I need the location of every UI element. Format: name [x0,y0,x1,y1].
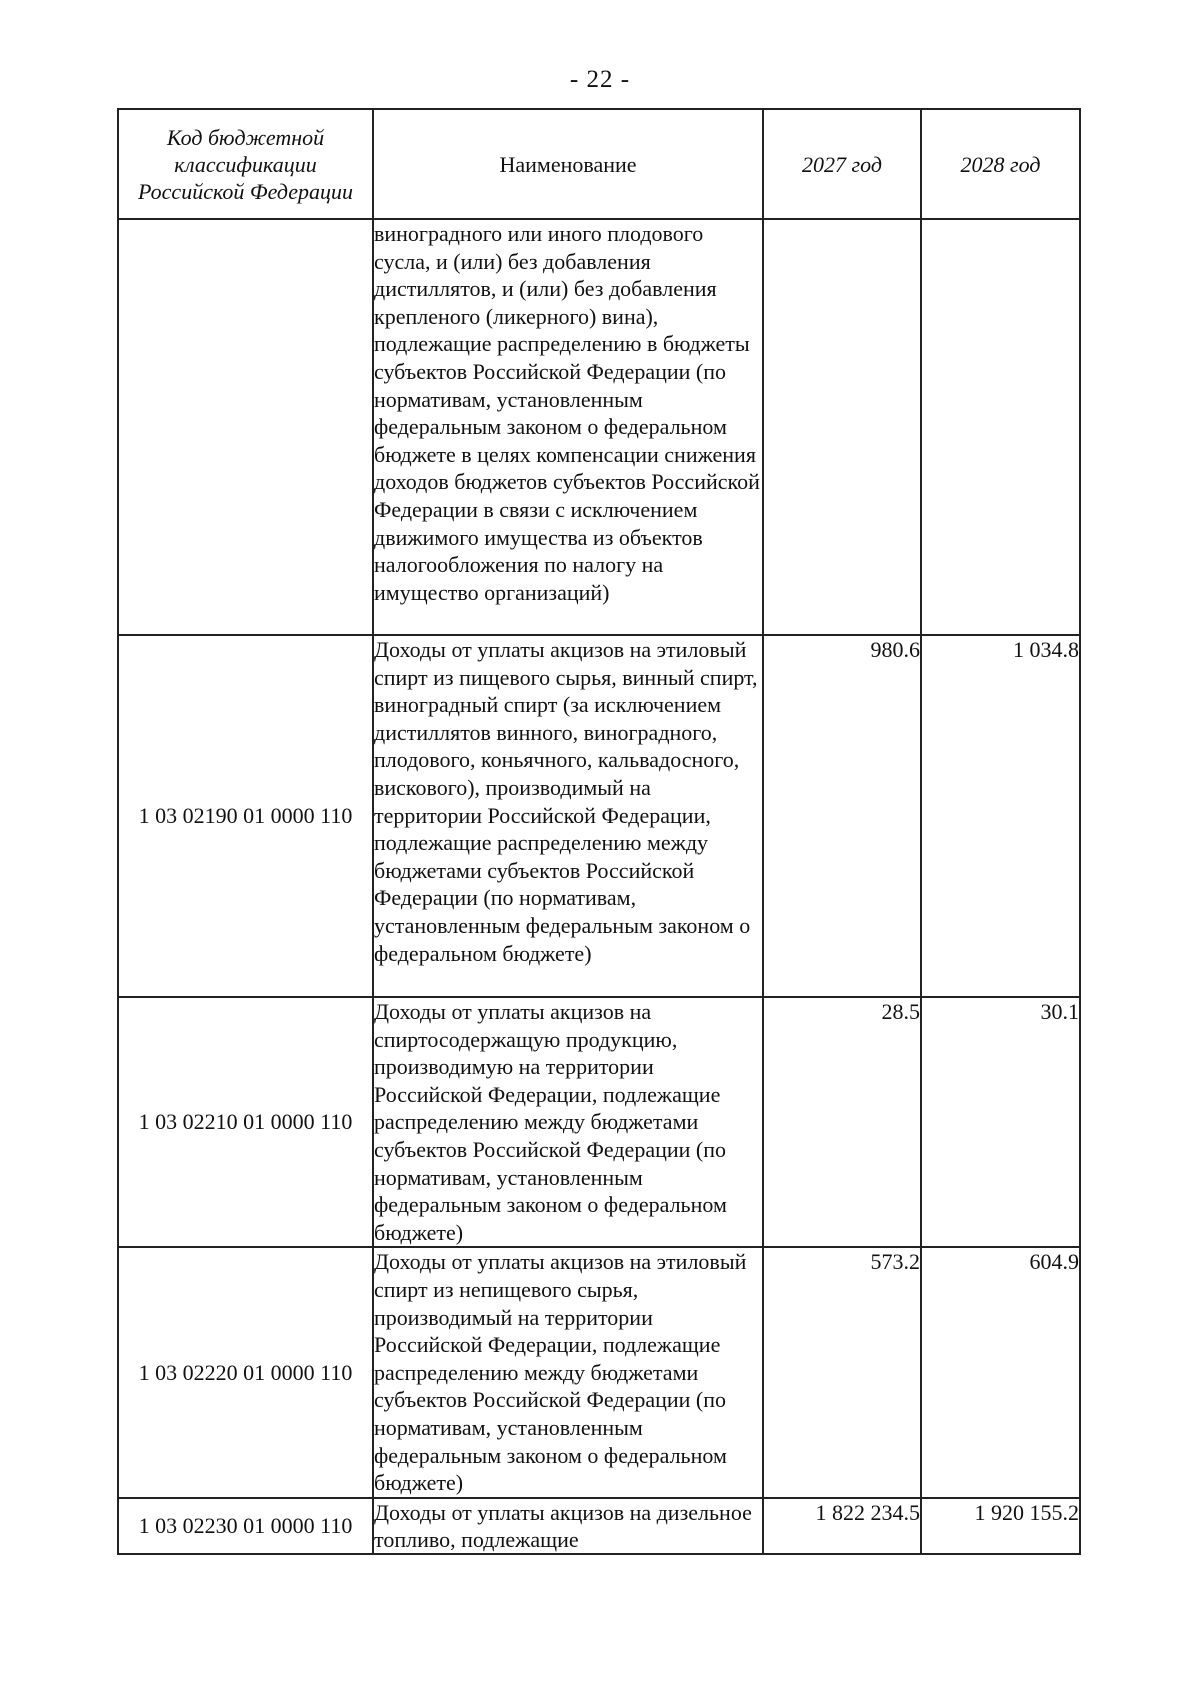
row-name: Доходы от уплаты акцизов на дизельное топливо, подлежащие [373,1498,763,1554]
row-name: виноградного или иного плодового сусла, и (или) без добавления дистиллятов, и (или) без добавления крепленого (ликерного) вина), подлежащие распределению в бюджеты субъектов Российской Федерации (по нормативам, установленным федеральным законом о федеральном бюджете в целях компенсации снижения доходов бюджетов субъектов Российской Федерации в связи с исключением движимого имущества из объектов налогообложения по налогу на имущество организаций) [373,219,763,635]
row-value-2027 [763,219,921,635]
row-value-2027: 573.2 [763,1247,921,1497]
budget-table [117,108,1081,1555]
header-2028: 2028 год [921,109,1080,219]
table-row [118,219,1080,635]
row-value-2027: 28.5 [763,997,921,1247]
row-value-2028: 30.1 [921,997,1080,1247]
header-name: Наименование [373,109,763,219]
table-row [118,1498,1080,1554]
table-row [118,1247,1080,1497]
table-row [118,997,1080,1247]
page-number: - 22 - [569,66,631,93]
header-code: Код бюджетной классификации Российской Федерации [118,109,373,219]
row-code: 1 03 02220 01 0000 110 [118,1247,373,1497]
row-value-2027: 1 822 234.5 [763,1498,921,1554]
row-code [118,219,373,635]
row-name: Доходы от уплаты акцизов на этиловый спирт из непищевого сырья, производимый на территории Российской Федерации, подлежащие распределению между бюджетами субъектов Российской Федерации (по нормативам, установленным федеральным законом о федеральном бюджете) [373,1247,763,1497]
table-row [118,635,1080,997]
row-code: 1 03 02230 01 0000 110 [118,1498,373,1554]
row-value-2027: 980.6 [763,635,921,997]
row-code: 1 03 02210 01 0000 110 [118,997,373,1247]
row-value-2028 [921,219,1080,635]
row-value-2028: 1 920 155.2 [921,1498,1080,1554]
table-header-row [118,109,1080,219]
row-name: Доходы от уплаты акцизов на этиловый спирт из пищевого сырья, винный спирт, виноградный спирт (за исключением дистиллятов винного, виноградного, плодового, коньячного, кальвадосного, вискового), производимый на территории Российской Федерации, подлежащие распределению между бюджетами субъектов Российской Федерации (по нормативам, установленным федеральным законом о федеральном бюджете) [373,635,763,997]
row-name: Доходы от уплаты акцизов на спиртосодержащую продукцию, производимую на территории Российской Федерации, подлежащие распределению между бюджетами субъектов Российской Федерации (по нормативам, установленным федеральным законом о федеральном бюджете) [373,997,763,1247]
row-value-2028: 1 034.8 [921,635,1080,997]
row-value-2028: 604.9 [921,1247,1080,1497]
row-code: 1 03 02190 01 0000 110 [118,635,373,997]
header-2027: 2027 год [763,109,921,219]
